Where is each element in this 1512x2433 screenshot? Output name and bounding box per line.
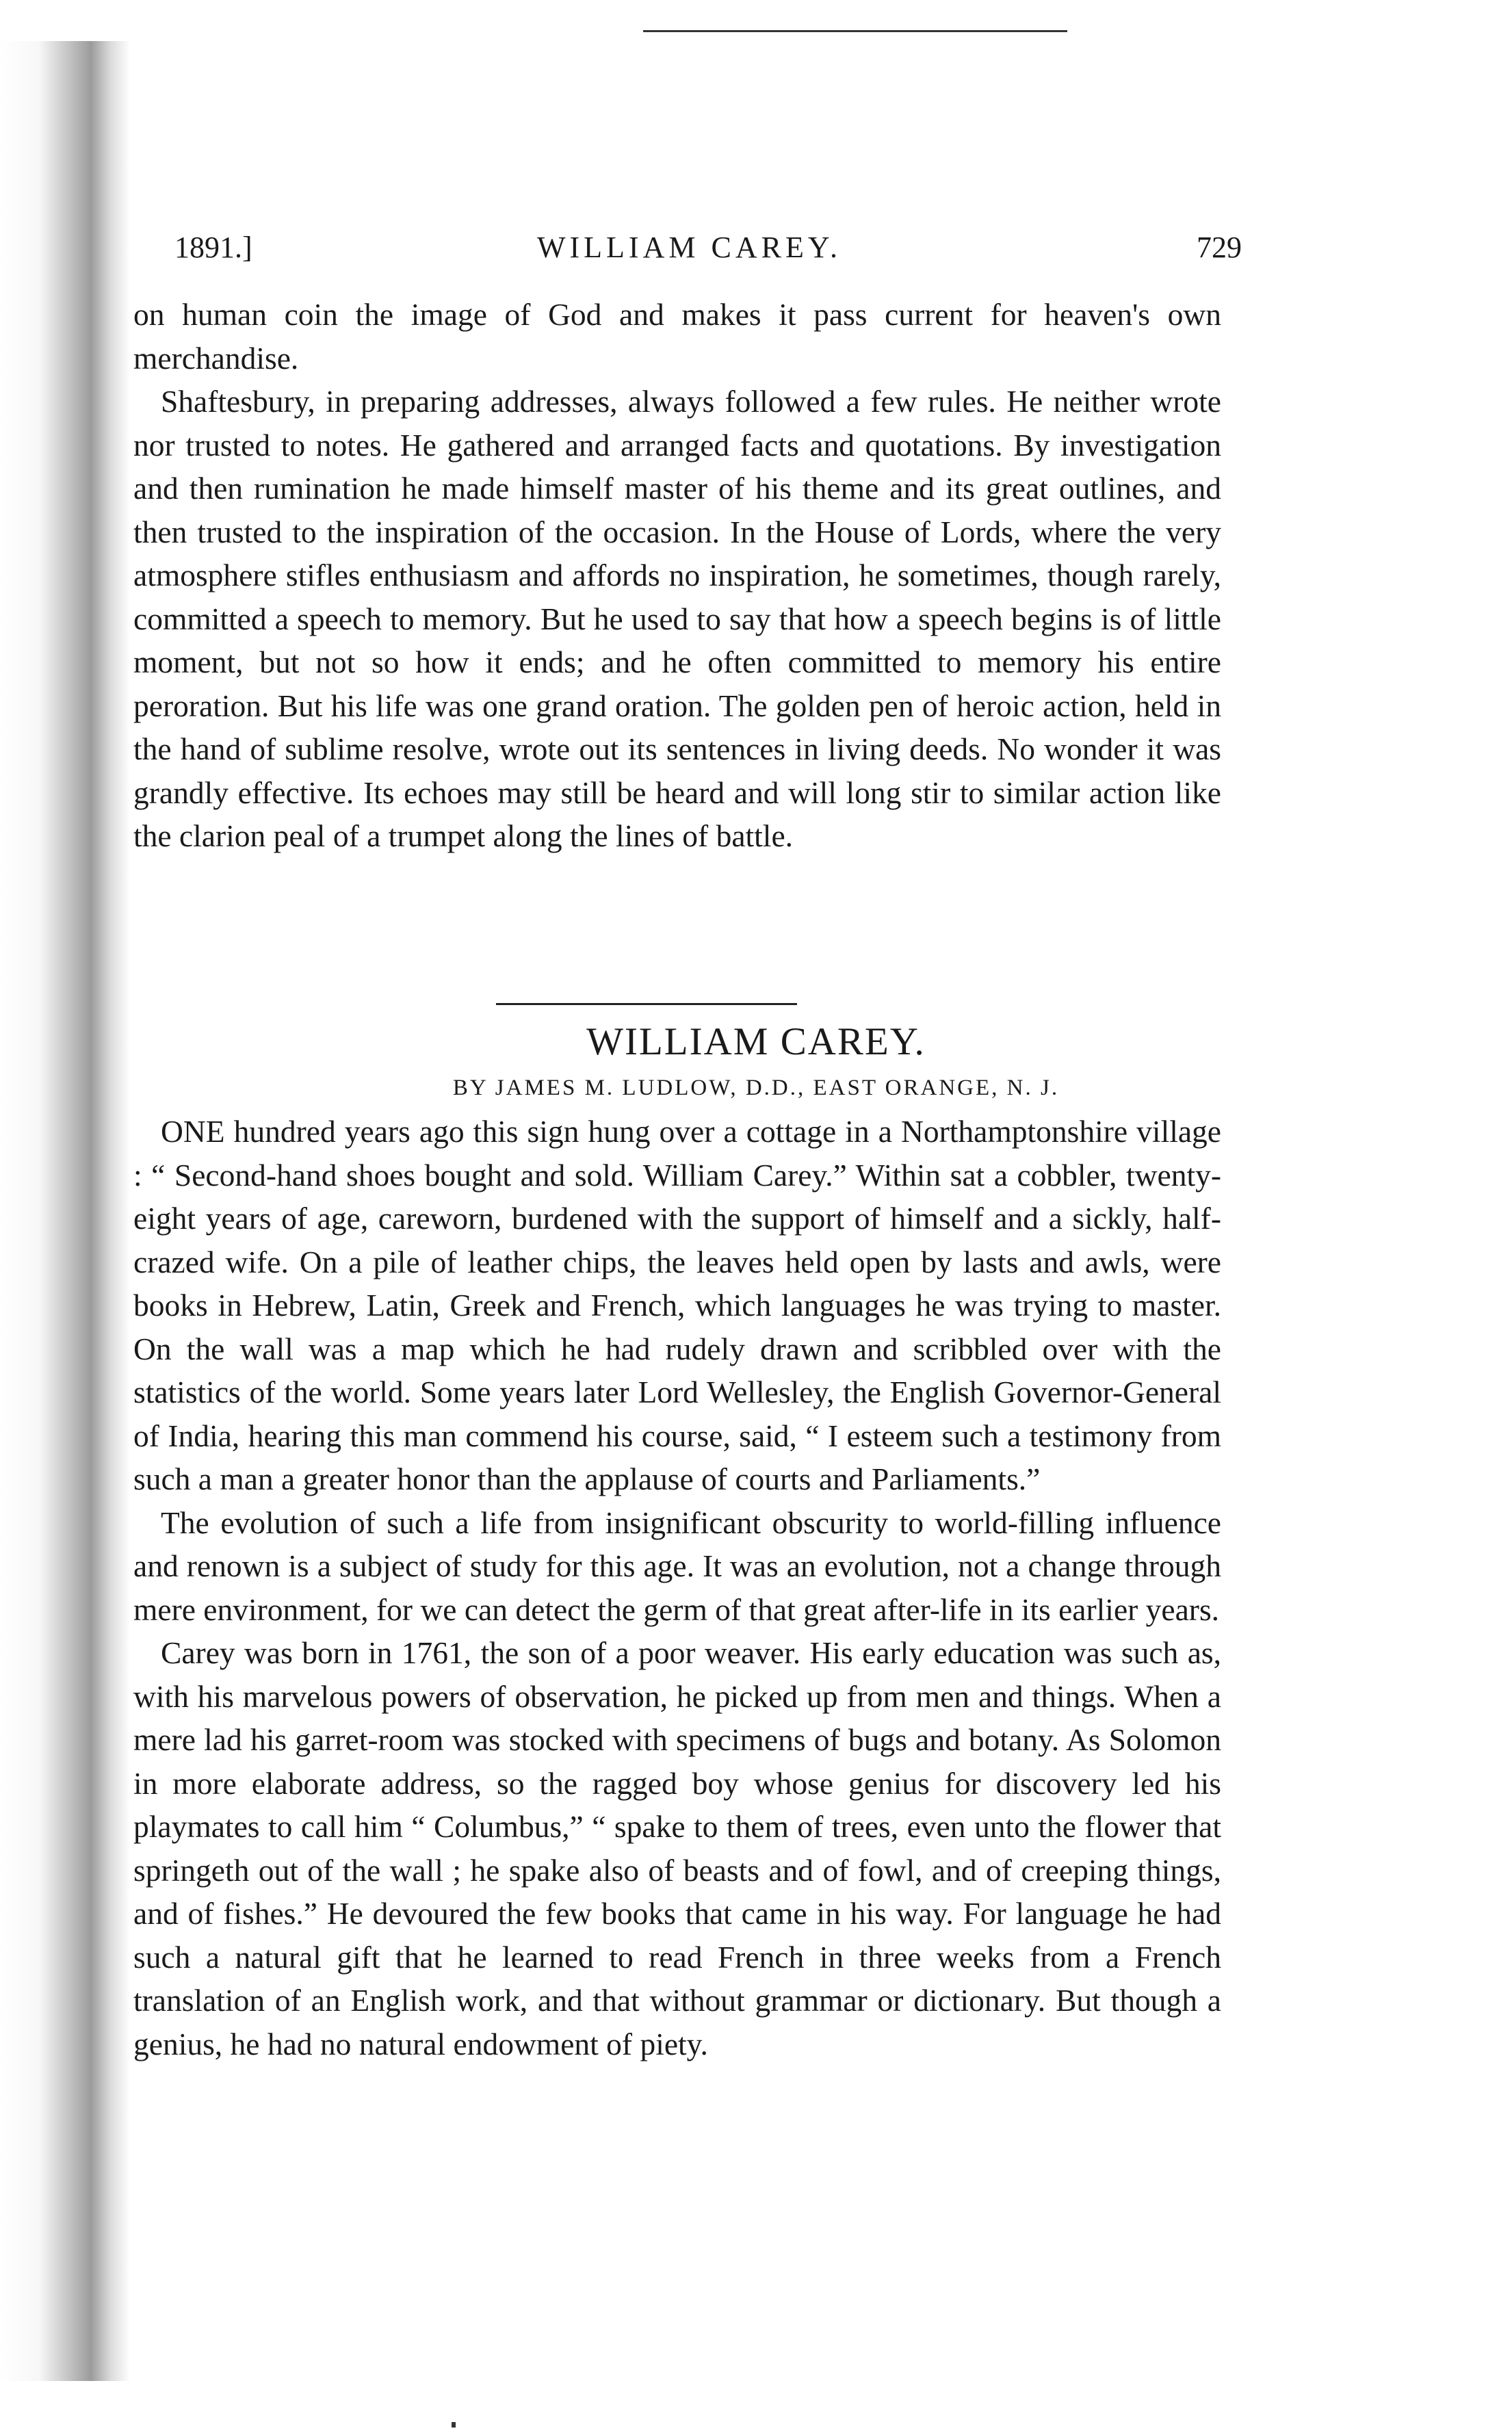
paragraph: Carey was born in 1761, the son of a poor weaver. His early education was such as, with his marvelous powers of observation, he picked up from men and things. When a mere lad his garret-room was stocked with specimens of bugs and botany. As Solomon in more elaborate address, so the ragged boy whose genius for discovery led his playmates to call him “ Columbus,” “ spake to them of trees, even unto the flower that springeth out of the wall ; he spake also of beasts and of fowl, and of creeping things, and of fishes.” He devoured the few books that came in his way. For language he had such a natural gift that he learned to read French in three weeks from a French translation of an English work, and that without grammar or dictionary. But though a genius, he had no natural endowment of piety.: [133, 1635, 1221, 2061]
page-number: 729: [1197, 231, 1242, 264]
binding-gutter: [0, 41, 130, 2381]
section-divider: [496, 1003, 797, 1005]
paragraph: The evolution of such a life from insignificant obscurity to world-filling influence and renown is a subject of study for this age. It was an evolution, not a change through mere environment, for we can detect the germ of that great after-life in its earlier years.: [133, 1505, 1221, 1627]
header-running-title: WILLIAM CAREY.: [537, 231, 842, 264]
article-byline: BY JAMES M. LUDLOW, D.D., EAST ORANGE, N. J.: [452, 1076, 1060, 1100]
paragraph: ONE hundred years ago this sign hung over a cottage in a Northamptonshire village : “ Second-hand shoes bought and sold. William Carey.” Within sat a cobbler, twenty-eight years of age, careworn, burdened with the support of himself and a sickly, half-crazed wife. On a pile of leather chips, the leaves held open by lasts and awls, were books in Hebrew, Latin, Greek and French, which languages he was trying to master. On the wall was a map which he had rudely drawn and scribbled over with the statistics of the world. Some years later Lord Wellesley, the English Governor-General of India, hearing this man commend his course, said, “ I esteem such a testimony from such a man a greater honor than the applause of courts and Parliaments.”: [133, 1114, 1221, 1496]
article-title: WILLIAM CAREY.: [586, 1020, 926, 1063]
header-year: 1891.]: [174, 231, 252, 264]
paragraph: on human coin the image of God and makes it pass current for heaven's own merchandise.: [133, 297, 1221, 376]
paragraph: Shaftesbury, in preparing addresses, always followed a few rules. He neither wrote nor trusted to notes. He gathered and arranged facts and quotations. By investigation and then rumination he made himself master of his theme and its great outlines, and then trusted to the inspiration of the occasion. In the House of Lords, where the very atmosphere stifles enthusiasm and affords no inspiration, he sometimes, though rarely, committed a speech to memory. But he used to say that how a speech begins is of little moment, but not so how it ends; and he often committed to memory his entire peroration. But his life was one grand oration. The golden pen of heroic action, held in the hand of sublime resolve, wrote out its sentences in living deeds. No wonder it was grandly effective. Its echoes may still be heard and will long stir to similar action like the clarion peal of a trumpet along the lines of battle.: [133, 384, 1221, 853]
prior-article-text: [133, 293, 1221, 858]
article-body: [133, 1110, 1221, 2066]
footer-mark: [452, 2422, 456, 2428]
running-header: [174, 230, 1242, 271]
top-scan-line: [643, 30, 1067, 32]
